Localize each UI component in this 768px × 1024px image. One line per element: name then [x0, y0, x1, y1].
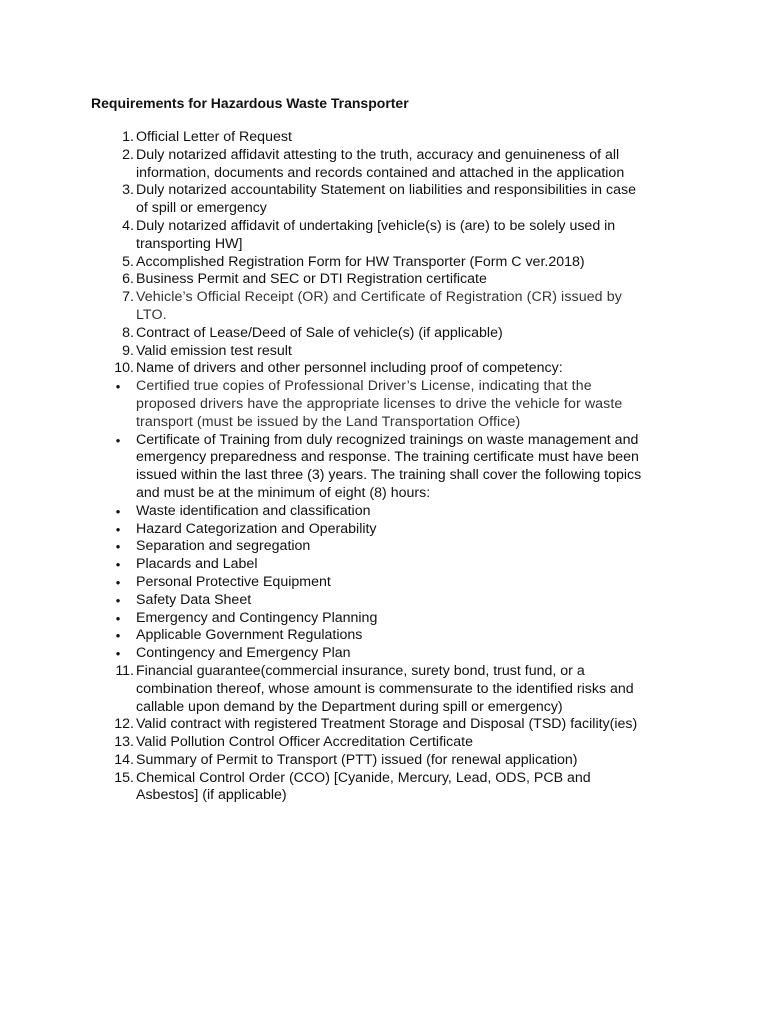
numbered-item [0, 147, 768, 183]
item-text-line: Duly notarized accountability Statement on liabilities and responsibilities in case [136, 182, 636, 199]
item-text-line: Contract of Lease/Deed of Sale of vehicle(s) (if applicable) [136, 324, 503, 341]
bullet-marker: • [115, 628, 121, 644]
document-title: Requirements for Hazardous Waste Transporter [91, 95, 409, 111]
item-text-line: LTO. [136, 306, 167, 323]
item-number: 15. [114, 769, 134, 786]
item-text-line: issued within the last three (3) years. The training shall cover the following topics [136, 467, 642, 484]
item-text-line: Duly notarized affidavit of undertaking [vehicle(s) is (are) to be solely used in [136, 217, 616, 234]
numbered-item [0, 770, 768, 806]
item-text [136, 289, 681, 325]
item-text-line: Contingency and Emergency Plan [136, 645, 351, 662]
item-text [136, 734, 681, 752]
bullet-marker: • [115, 539, 121, 555]
bullet-item [0, 627, 768, 645]
item-text-line: Vehicle’s Official Receipt (OR) and Certificate of Registration (CR) issued by [136, 289, 622, 306]
item-text [136, 271, 681, 289]
numbered-item [0, 663, 768, 716]
item-text-line: Duly notarized affidavit attesting to the truth, accuracy and genuineness of all [136, 146, 620, 163]
item-text [136, 360, 681, 378]
bullet-item [0, 592, 768, 610]
item-text [136, 254, 681, 272]
item-text [136, 182, 681, 218]
item-text-line: of spill or emergency [136, 200, 267, 217]
bullet-item [0, 556, 768, 574]
item-text [136, 147, 681, 183]
item-text-line: Emergency and Contingency Planning [136, 609, 378, 626]
item-number: 2. [122, 146, 134, 163]
bullet-marker: • [115, 521, 121, 537]
item-text [136, 663, 681, 716]
bullet-marker: • [115, 610, 121, 626]
item-text-line: Placards and Label [136, 556, 258, 573]
item-text-line: callable upon demand by the Department during spill or emergency) [136, 698, 563, 715]
item-text-line: Applicable Government Regulations [136, 627, 363, 644]
bullet-marker: • [115, 574, 121, 590]
item-number: 13. [114, 734, 134, 751]
item-text [136, 610, 681, 628]
numbered-item [0, 325, 768, 343]
item-text-line: Separation and segregation [136, 538, 311, 555]
bullet-item [0, 432, 768, 503]
item-text-line: Hazard Categorization and Operability [136, 520, 377, 537]
item-text-line: Certified true copies of Professional Driver’s License, indicating that the [136, 378, 592, 395]
item-text-line: Accomplished Registration Form for HW Transporter (Form C ver.2018) [136, 253, 585, 270]
item-text-line: proposed drivers have the appropriate licenses to drive the vehicle for waste [136, 395, 623, 412]
numbered-item [0, 182, 768, 218]
item-text-line: Safety Data Sheet [136, 591, 252, 608]
item-text [136, 716, 681, 734]
numbered-item [0, 734, 768, 752]
item-number: 9. [122, 342, 134, 359]
item-text-line: Business Permit and SEC or DTI Registration certificate [136, 271, 487, 288]
item-text [136, 129, 681, 147]
bullet-marker: • [115, 592, 121, 608]
numbered-item [0, 716, 768, 734]
bullet-item [0, 574, 768, 592]
numbered-item [0, 129, 768, 147]
item-text-line: Valid Pollution Control Officer Accreditation Certificate [136, 734, 473, 751]
item-text-line: Asbestos] (if applicable) [136, 787, 287, 804]
item-text [136, 592, 681, 610]
bullet-marker: • [115, 557, 121, 573]
item-text [136, 521, 681, 539]
item-text [136, 556, 681, 574]
item-number: 6. [122, 271, 134, 288]
item-text-line: Certificate of Training from duly recognized trainings on waste management and [136, 431, 639, 448]
item-text-line: emergency preparedness and response. The training certificate must have been [136, 449, 639, 466]
numbered-item [0, 218, 768, 254]
numbered-item [0, 254, 768, 272]
item-number: 7. [122, 289, 134, 306]
item-number: 14. [114, 751, 134, 768]
item-text-line: Financial guarantee(commercial insurance, surety bond, trust fund, or a [136, 662, 585, 679]
numbered-item [0, 752, 768, 770]
item-text-line: Valid emission test result [136, 342, 292, 359]
item-text [136, 218, 681, 254]
item-text-line: Personal Protective Equipment [136, 573, 331, 590]
item-text [136, 378, 681, 431]
item-number: 1. [122, 129, 134, 145]
bullet-marker: • [115, 646, 121, 662]
item-number: 11. [115, 662, 134, 679]
item-text [136, 503, 681, 521]
item-text-line: and must be at the minimum of eight (8) hours: [136, 484, 431, 501]
item-number: 10. [114, 360, 134, 377]
item-text [136, 645, 681, 663]
bullet-marker: • [115, 503, 121, 519]
item-text [136, 538, 681, 556]
item-text-line: combination thereof, whose amount is commensurate to the identified risks and [136, 680, 634, 697]
bullet-item [0, 645, 768, 663]
requirements-list [0, 129, 768, 805]
item-number: 4. [122, 217, 134, 234]
item-text-line: Chemical Control Order (CCO) [Cyanide, Mercury, Lead, ODS, PCB and [136, 769, 591, 786]
numbered-item [0, 271, 768, 289]
item-text-line: Name of drivers and other personnel including proof of competency: [136, 360, 563, 377]
bullet-marker: • [115, 432, 121, 448]
item-text-line: Waste identification and classification [136, 502, 371, 519]
item-text-line: information, documents and records contained and attached in the application [136, 164, 625, 181]
item-text-line: transport (must be issued by the Land Transportation Office) [136, 413, 521, 430]
item-text [136, 325, 681, 343]
bullet-item [0, 538, 768, 556]
bullet-item [0, 503, 768, 521]
bullet-marker: • [115, 379, 121, 395]
item-number: 12. [114, 716, 134, 733]
item-text-line: Official Letter of Request [136, 129, 292, 145]
item-number: 8. [122, 324, 134, 341]
item-text [136, 343, 681, 361]
item-text-line: Summary of Permit to Transport (PTT) issued (for renewal application) [136, 751, 578, 768]
numbered-item [0, 343, 768, 361]
bullet-item [0, 521, 768, 539]
bullet-item [0, 378, 768, 431]
item-number: 3. [122, 182, 134, 199]
item-text [136, 627, 681, 645]
numbered-item [0, 360, 768, 378]
item-text [136, 770, 681, 806]
item-text [136, 752, 681, 770]
item-text-line: transporting HW] [136, 235, 243, 252]
item-number: 5. [122, 253, 134, 270]
item-text [136, 574, 681, 592]
bullet-item [0, 610, 768, 628]
numbered-item [0, 289, 768, 325]
item-text-line: Valid contract with registered Treatment Storage and Disposal (TSD) facility(ies) [136, 716, 638, 733]
item-text [136, 432, 681, 503]
